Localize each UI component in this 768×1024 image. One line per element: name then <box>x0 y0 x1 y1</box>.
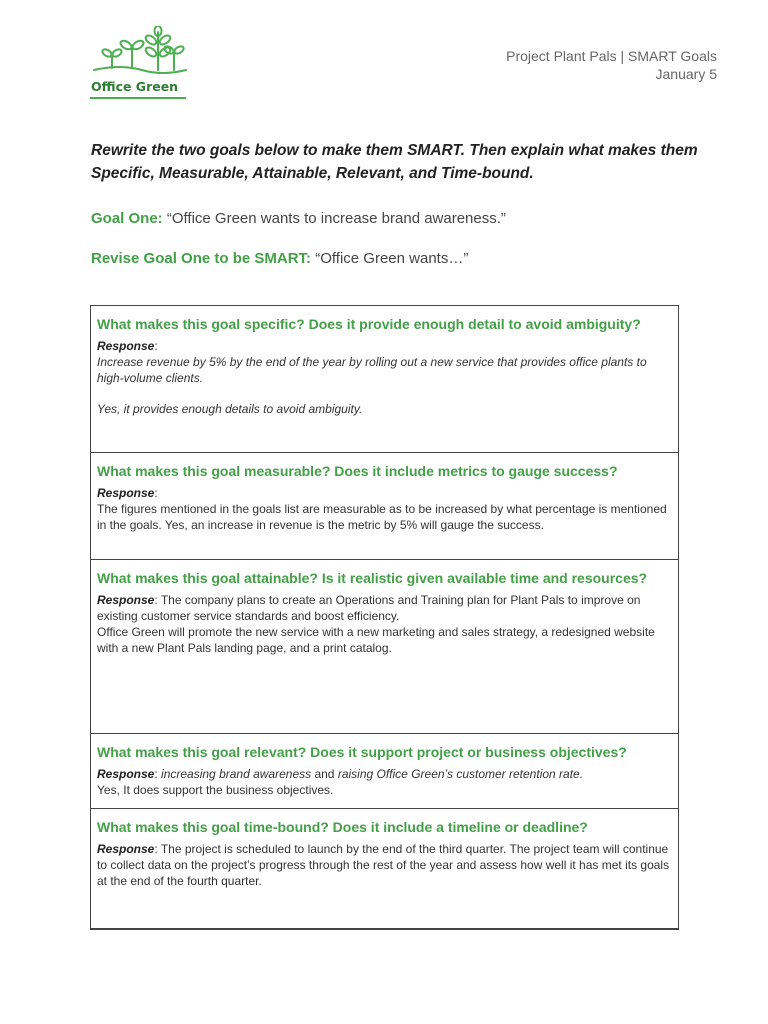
time-bound-row <box>91 808 678 928</box>
relevant-row <box>91 733 678 808</box>
revised-goal <box>91 250 468 267</box>
plant-sprouts-icon <box>90 26 190 81</box>
specific-row <box>91 306 678 452</box>
document-date: January 5 <box>655 66 717 82</box>
goal-one-label: Goal One: <box>91 210 163 227</box>
specific-response: Response: Increase revenue by 5% by the end of the year by rolling out a new service that provides office plants to high-volume clients. Yes, it provides enough details to avoid ambiguity. <box>97 338 672 417</box>
document-header <box>506 47 717 83</box>
attainable-response-text: The company plans to create an Operations and Training plan for Plant Pals to improve on existing customer service standards and boost efficiency. <box>97 593 641 623</box>
relevant-response-note: Yes, It does support the business objectives. <box>97 783 334 797</box>
office-green-logo <box>90 26 190 101</box>
attainable-response-note: Office Green will promote the new service with a new marketing and sales strategy, a redesigned website with a new Plant Pals landing page, and a print catalog. <box>97 625 655 655</box>
logo-underline <box>90 97 186 99</box>
relevant-response-part-1: increasing brand awareness <box>157 767 312 781</box>
measurable-response: Response: The figures mentioned in the goals list are measurable as to be increased by what percentage is mentioned in the goals. Yes, an increase in revenue is the metric by 5% will gauge the success. <box>97 485 672 533</box>
time-bound-response-text: The project is scheduled to launch by the end of the third quarter. The project team will continue to collect data on the project’s progress through the rest of the year and assess how well it has met its goals at the end of the fourth quarter. <box>97 842 670 888</box>
attainable-response: Response: The company plans to create an Operations and Training plan for Plant Pals to improve on existing customer service standards and boost efficiency. Office Green will promote the new service with a new marketing and sales strategy, a redesigned website with a new Plant Pals landing page, and a print catalog. <box>97 592 672 656</box>
response-label: Response <box>97 593 155 607</box>
time-bound-response: Response: The project is scheduled to launch by the end of the third quarter. The project team will continue to collect data on the project’s progress through the rest of the year and assess how well it has met its goals at the end of the fourth quarter. <box>97 842 670 888</box>
logo-text: Office Green <box>91 79 179 94</box>
measurable-question: What makes this goal measurable? Does it include metrics to gauge success? <box>97 463 618 479</box>
relevant-response-part-2: and <box>311 767 338 781</box>
specific-question: What makes this goal specific? Does it provide enough detail to avoid ambiguity? <box>97 316 641 332</box>
relevant-response-part-3: raising Office Green’s customer retention rate. <box>337 767 584 781</box>
goal-one-text: “Office Green wants to increase brand awareness.” <box>162 210 506 227</box>
response-label: Response <box>97 339 155 353</box>
goal-one <box>91 210 506 227</box>
response-label: Response <box>97 767 155 781</box>
revised-goal-label: Revise Goal One to be SMART: <box>91 250 312 267</box>
instructions: Rewrite the two goals below to make them SMART. Then explain what makes them Specific, Measurable, Attainable, Relevant, and Time-bound. <box>91 142 698 182</box>
smart-table <box>90 305 679 930</box>
response-label: Response <box>97 842 155 856</box>
measurable-row <box>91 452 678 559</box>
time-bound-question: What makes this goal time-bound? Does it include a timeline or deadline? <box>97 819 588 835</box>
revised-goal-text: “Office Green wants…” <box>311 250 469 267</box>
attainable-row <box>91 559 678 733</box>
specific-response-text: Increase revenue by 5% by the end of the year by rolling out a new service that provides office plants to high-volume clients. <box>97 355 647 385</box>
response-label: Response <box>97 486 155 500</box>
specific-response-note: Yes, it provides enough details to avoid ambiguity. <box>97 402 363 416</box>
document-title: Project Plant Pals | SMART Goals <box>506 48 717 64</box>
relevant-response: Response: increasing brand awareness and raising Office Green’s customer retention rate. Yes, It does support the business objectives. <box>97 766 672 798</box>
relevant-question: What makes this goal relevant? Does it support project or business objectives? <box>97 744 627 760</box>
measurable-response-text: The figures mentioned in the goals list are measurable as to be increased by what percentage is mentioned in the goals. Yes, an increase in revenue is the metric by 5% will gauge the success. <box>97 502 667 532</box>
attainable-question: What makes this goal attainable? Is it realistic given available time and resources? <box>97 570 648 586</box>
